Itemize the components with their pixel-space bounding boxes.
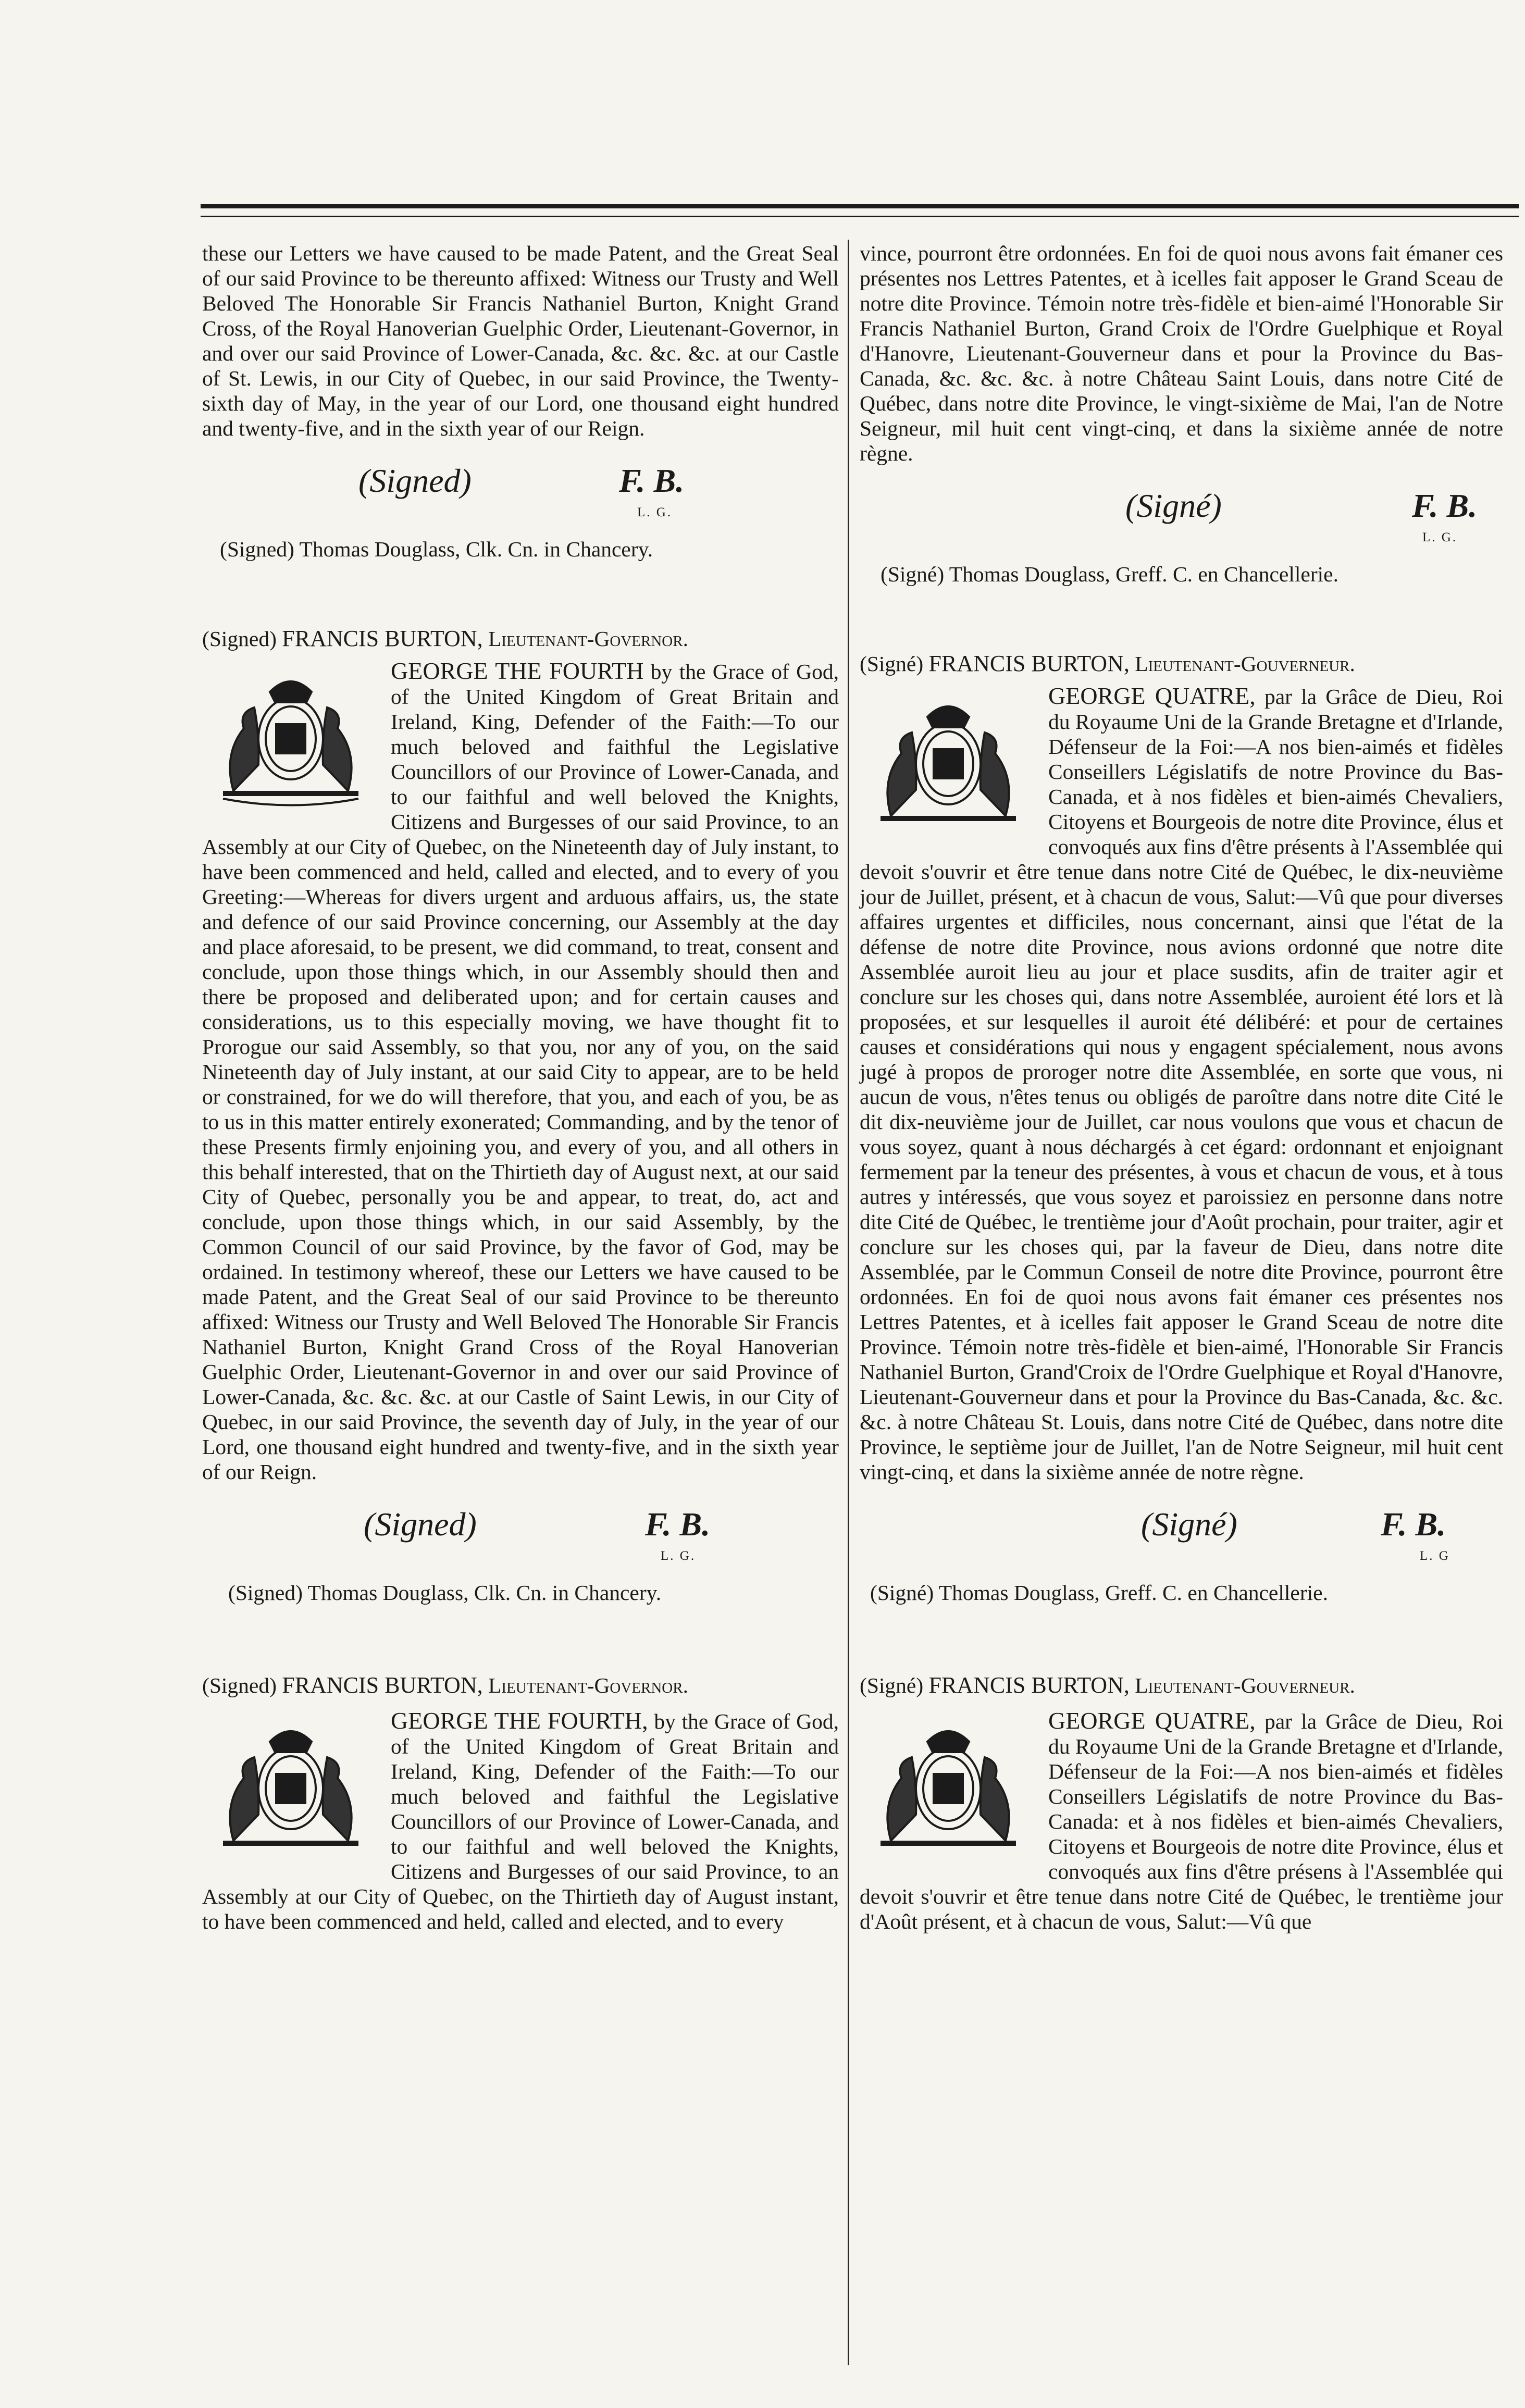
gov-name: FRANCIS BURTON, [282,1672,483,1698]
english-proclamation-2 [202,1708,839,1934]
english-clerk-1: (Signed) Thomas Douglass, Clk. Cn. in Chancery. [220,537,653,561]
gov-title: Lieutenant-Governor. [488,627,688,651]
french-proclamation-2 [860,1708,1503,1934]
french-paragraph-2-body: par la Grâce de Dieu, Roi du Royaume Uni de la Grande Bretagne et d'Irlande, Défenseur de la Foi:—A nos bien-aimés et fidèles Conseillers Législatifs de notre Province du Bas-Canada, et à nos fidèles et bien-aimés Chevaliers, Citoyens et Bourgeois de notre dite Province, élus et convoqués aux fins d'être présents à l'Assemblée qui devoit s'ouvrir et être tenue dans notre Cité de Québec, le dix-neuvième jour de Juillet, présent, et à chacun de vous, Salut:—Vû que pour diverses affaires urgentes et difficiles, nous concernant, ainsi que l'état de la défense de notre dite Province, nous avions ordonné que notre dite Assemblée auroit lieu au jour et place susdits, afin de traiter agir et conclure sur les choses qui, dans notre Assemblée, auroient été lors et là proposées, et sur lesquelles il auroit été délibéré: et pour de certaines causes et considérations qui nous y engagent spécialement, nous avons jugé à propos de proroger notre dite Assemblée, en sorte que vous, ni aucun de vous, n'êtes tenus ou obligés de paroître dans notre dite Cité le dit dix-neuvième jour de Juillet, car nous voulons que vous et chacun de vous soyez, quant à nous déchargés à cet égard: ordonnant et enjoignant fermement par la teneur des présentes, à vous et chacun de vous, et à tous autres y intéressés, que vous soyez et paroissiez en personne dans notre dite Cité de Québec, le trentième jour d'Août prochain, pour traiter, agir et conclure sur les choses qui, par la faveur de Dieu, dans notre dite Assemblée, par le Commun Conseil de notre dite Province, pourront être ordonnées. En foi de quoi nous avons fait émaner ces présentes nos Lettres Patentes, et à icelles fait apposer le Grand Sceau de notre dite Province. Témoin notre très-fidèle et bien-aimé, l'Honorable Sir Francis Nathaniel Burton, Grand'Croix de l'Ordre Guelphique et Royal d'Hanovre, Lieutenant-Gouverneur dans et pour la Province du Bas-Canada, &c. &c. &c. à notre Château St. Louis, dans notre Cité de Québec, dans notre dite Province, le septième jour de Juillet, l'an de Notre Seigneur, mil huit cent vingt-cinq, et dans la sixième année de notre règne. [860,685,1504,1484]
gov-pre: (Signé) [860,652,924,676]
gov-pre: (Signed) [202,1673,277,1697]
initials-fb: F. B. [1381,1506,1446,1543]
initials-fb: F. B. [1412,487,1478,524]
french-governor-1 [860,651,1503,676]
locus-sigilli: L. G [1420,1549,1450,1563]
locus-sigilli: L. G. [1422,530,1458,544]
gov-title: Lieutenant-Gouverneur. [1135,652,1355,676]
french-proclamation-1 [860,684,1503,1484]
english-signature-1 [202,441,839,519]
english-paragraph-2-body: by the Grace of God, of the United Kingdom of Great Britain and Ireland, King, Defender of the Faith:—To our much beloved and faithful the Legislative Councillors of our Province of Lower-Canada, and to our faithful and well beloved the Knights, Citizens and Burgesses of our said Province, to an Assembly at our City of Quebec, on the Nineteenth day of July instant, to have been commenced and held, called and elected, and to every of you Greeting:—Whereas for divers urgent and arduous affairs, us, the state and defence of our said Province concerning, our Assembly at the day and place aforesaid, to be present, we did command, to treat, consent and conclude, upon those things which, in our Assembly should then and there be proposed and deliberated upon; and for certain causes and considerations, us to this especially moving, we have thought fit to Prorogue our said Assembly, so that you, nor any of you, on the said Nineteenth day of July instant, at our said City to appear, are to be held or constrained, for we do will therefore, that you, and each of you, be as to us in this matter entirely exonerated; Commanding, and by the tenor of these Presents firmly enjoining you, and every of you, and all others in this behalf interested, that on the Thirtieth day of August next, at our said City of Quebec, personally you be and appear, to treat, do, act and conclude, upon those things which, in our said Assembly, by the Common Council of our said Province, by the favor of God, may be ordained. In testimony whereof, these our Letters we have caused to be made Patent, and the Great Seal of our said Province to be thereunto affixed: Witness our Trusty and Well Beloved The Honorable Sir Francis Nathaniel Burton, Knight Grand Cross of the Royal Hanoverian Guelphic Order, Lieutenant-Governor in and over our said Province of Lower-Canada, &c. &c. &c. at our Castle of Saint Lewis, in our City of Quebec, in our said Province, the seventh day of July, in the year of our Lord, one thousand eight hundred and twenty-five, and in the sixth year of our Reign. [202,660,839,1484]
gov-title: Lieutenant-Governor. [488,1673,688,1697]
royal-arms-icon [202,661,379,806]
locus-sigilli: L. G. [661,1549,696,1563]
royal-arms-icon [860,1710,1037,1856]
french-signature-1 [860,466,1503,544]
signed-label: (Signé) [1125,487,1222,524]
heading-king: GEORGE QUATRE, [1048,682,1256,709]
initials-fb: F. B. [619,462,685,499]
english-governor-2 [202,1673,839,1698]
initials-fb: F. B. [645,1506,711,1543]
gov-pre: (Signed) [202,627,277,651]
french-signature-2 [860,1484,1503,1562]
french-clerk-2: (Signé) Thomas Douglass, Greff. C. en Chancellerie. [870,1581,1328,1605]
english-signature-2 [202,1484,839,1562]
gov-name: FRANCIS BURTON, [928,651,1130,676]
royal-arms-icon [202,1710,379,1856]
english-paragraph-1: these our Letters we have caused to be made Patent, and the Great Seal of our said Province to be thereunto affixed: Witness our Trusty and Well Beloved The Honorable Sir Francis Nathaniel Burton, Knight Grand Cross, of the Royal Hanoverian Guelphic Order, Lieutenant-Governor, in and over our said Province of Lower-Canada, &c. &c. &c. at our Castle of St. Lewis, in our City of Quebec, in our said Province, the Twenty-sixth day of May, in the year of our Lord, one thousand eight hundred and twenty-five, and in the sixth year of our Reign. [202,241,839,440]
french-clerk-1: (Signé) Thomas Douglass, Greff. C. en Chancellerie. [881,562,1338,586]
heading-king: GEORGE THE FOURTH [391,657,644,684]
signed-label: (Signed) [358,462,472,499]
signed-label: (Signé) [1141,1506,1237,1543]
french-paragraph-3-body: par la Grâce de Dieu, Roi du Royaume Uni de la Grande Bretagne et d'Irlande, Défenseur de la Foi:—A nos bien-aimés et fidèles Conseillers Législatifs de notre Province du Bas-Canada: et à nos fidèles et bien-aimés Chevaliers, Citoyens et Bourgeois de notre dite Province, élus et convoqués aux fins d'être présens à l'Assemblée qui devoit s'ouvrir et être tenue dans notre Cité de Québec, le trentième jour d'Août présent, et à chacun de vous, Salut:—Vû que [860,1709,1504,1933]
signed-label: (Signed) [364,1506,477,1543]
top-rule-thick [201,204,1519,208]
gov-pre: (Signé) [860,1673,924,1697]
gov-name: FRANCIS BURTON, [928,1672,1130,1698]
gov-name: FRANCIS BURTON, [282,626,483,651]
royal-arms-icon [860,686,1037,831]
english-governor-1 [202,626,839,651]
heading-king: GEORGE THE FOURTH, [391,1707,648,1734]
gov-title: Lieutenant-Gouverneur. [1135,1673,1355,1697]
french-column [860,241,1503,1934]
locus-sigilli: L. G. [637,505,673,519]
english-clerk-2: (Signed) Thomas Douglass, Clk. Cn. in Chancery. [228,1581,662,1605]
column-divider [848,240,849,2365]
french-paragraph-1: vince, pourront être ordonnées. En foi de quoi nous avons fait émaner ces présentes nos Lettres Patentes, et à icelles fait apposer le Grand Sceau de notre dite Province. Témoin notre très-fidèle et bien-aimé l'Honorable Sir Francis Nathaniel Burton, Grand Croix de l'Ordre Guelphique et Royal d'Hanovre, Lieutenant-Gouverneur dans et pour la Province du Bas-Canada, &c. &c. &c. à notre Château Saint Louis, dans notre Cité de Québec, dans notre dite Province, le vingt-sixième de Mai, l'an de Notre Seigneur, mil huit cent vingt-cinq, et dans la sixième année de notre règne. [860,241,1503,465]
english-paragraph-3-body: by the Grace of God, of the United Kingdom of Great Britain and Ireland, King, Defender of the Faith:—To our much beloved and faithful the Legislative Councillors of our Province of Lower-Canada, and to our faithful and well beloved the Knights, Citizens and Burgesses of our said Province, to an Assembly at our City of Quebec, on the Thirtieth day of August instant, to have been commenced and held, called and elected, and to every [202,1709,839,1933]
heading-king: GEORGE QUATRE, [1048,1707,1256,1734]
french-governor-2 [860,1673,1503,1698]
top-rule-thin [201,216,1519,217]
english-proclamation-1 [202,659,839,1484]
english-column [202,241,839,1934]
